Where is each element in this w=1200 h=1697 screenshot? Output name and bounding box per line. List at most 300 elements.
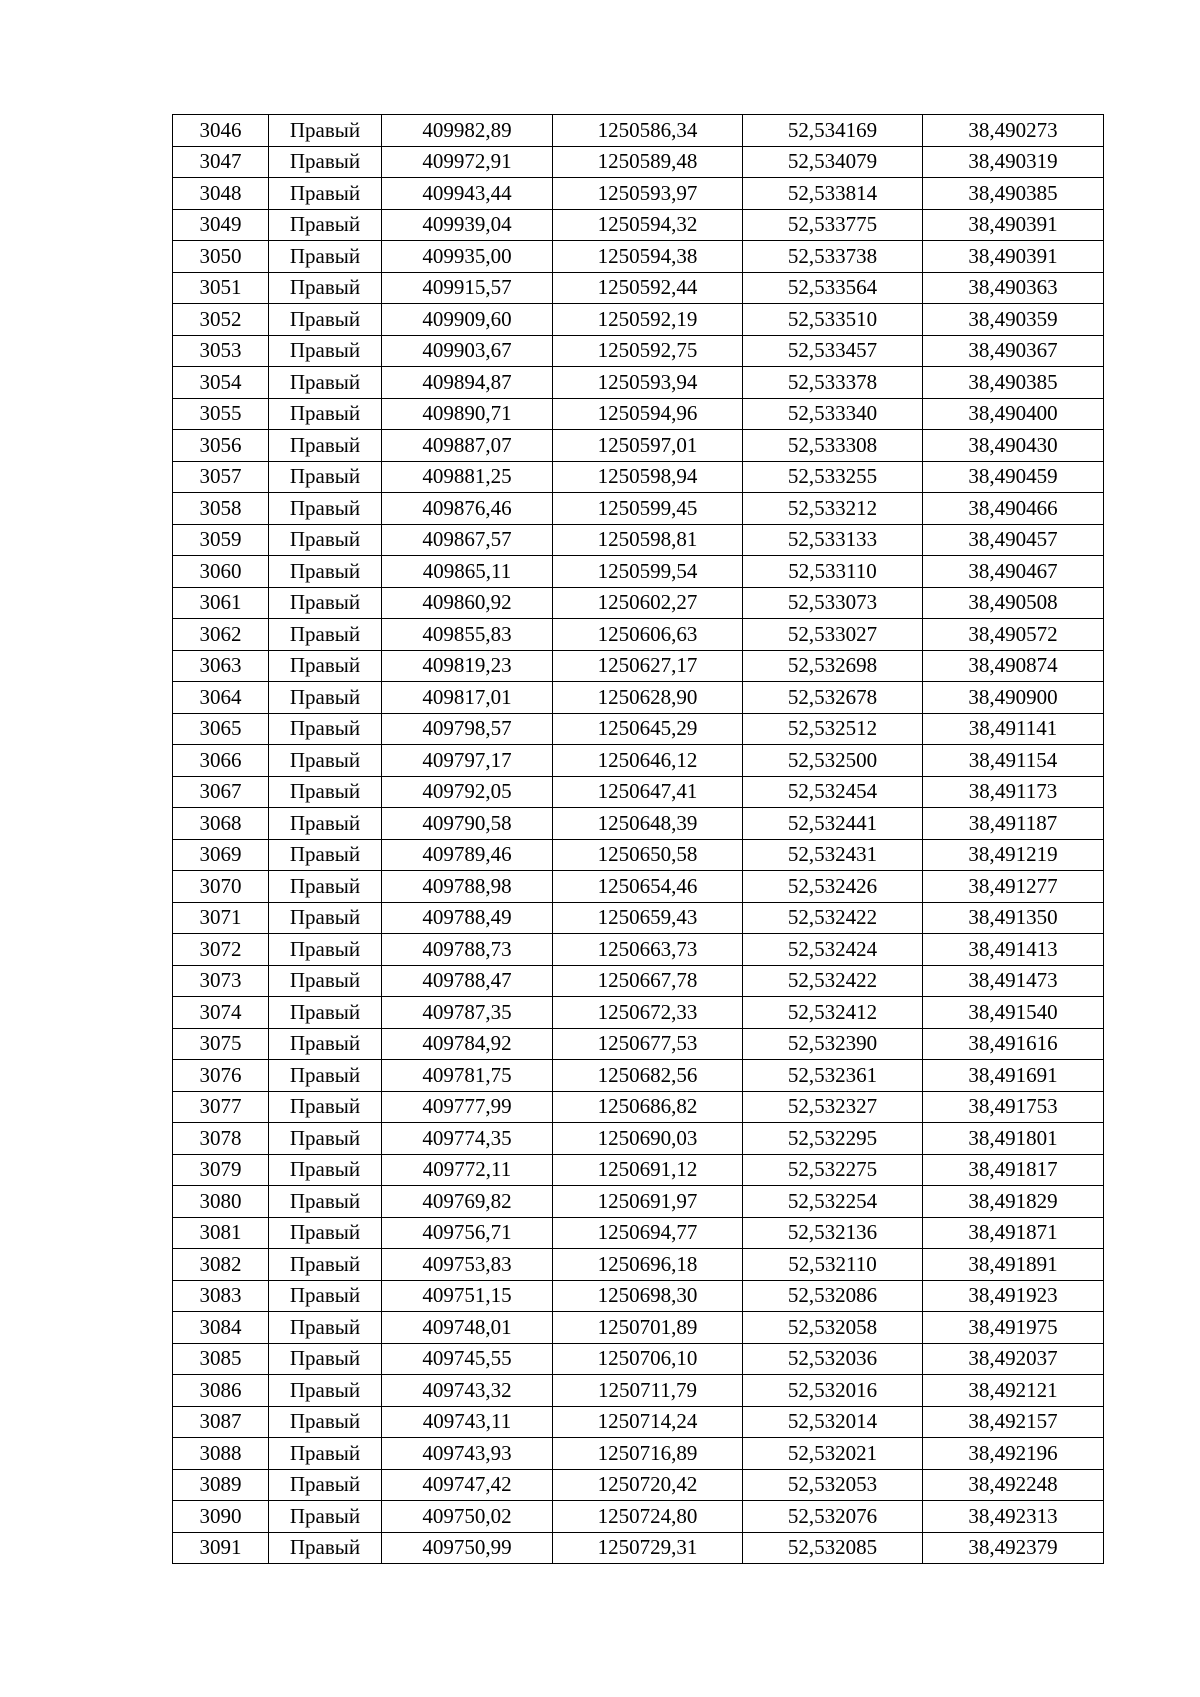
latitude-cell: 52,533255 [743, 461, 923, 493]
longitude-cell: 38,491277 [923, 871, 1104, 903]
latitude-cell: 52,532016 [743, 1375, 923, 1407]
latitude-cell: 52,532254 [743, 1186, 923, 1218]
latitude-cell: 52,533340 [743, 398, 923, 430]
x-coordinate-cell: 409745,55 [382, 1343, 553, 1375]
y-coordinate-cell: 1250606,63 [553, 619, 743, 651]
side-cell: Правый [269, 335, 382, 367]
point-number-cell: 3055 [173, 398, 269, 430]
longitude-cell: 38,491540 [923, 997, 1104, 1029]
table-row [173, 902, 1104, 934]
x-coordinate-cell: 409909,60 [382, 304, 553, 336]
longitude-cell: 38,491173 [923, 776, 1104, 808]
x-coordinate-cell: 409747,42 [382, 1469, 553, 1501]
side-cell: Правый [269, 682, 382, 714]
x-coordinate-cell: 409798,57 [382, 713, 553, 745]
point-number-cell: 3061 [173, 587, 269, 619]
longitude-cell: 38,490508 [923, 587, 1104, 619]
latitude-cell: 52,533110 [743, 556, 923, 588]
table-row [173, 1249, 1104, 1281]
x-coordinate-cell: 409860,92 [382, 587, 553, 619]
latitude-cell: 52,532275 [743, 1154, 923, 1186]
point-number-cell: 3064 [173, 682, 269, 714]
latitude-cell: 52,532424 [743, 934, 923, 966]
x-coordinate-cell: 409876,46 [382, 493, 553, 525]
side-cell: Правый [269, 1532, 382, 1564]
table-row [173, 1217, 1104, 1249]
x-coordinate-cell: 409743,11 [382, 1406, 553, 1438]
latitude-cell: 52,534169 [743, 115, 923, 147]
latitude-cell: 52,532422 [743, 965, 923, 997]
x-coordinate-cell: 409982,89 [382, 115, 553, 147]
table-row [173, 839, 1104, 871]
table-row [173, 1060, 1104, 1092]
longitude-cell: 38,491219 [923, 839, 1104, 871]
point-number-cell: 3057 [173, 461, 269, 493]
table-row [173, 493, 1104, 525]
longitude-cell: 38,491141 [923, 713, 1104, 745]
longitude-cell: 38,490874 [923, 650, 1104, 682]
x-coordinate-cell: 409748,01 [382, 1312, 553, 1344]
point-number-cell: 3065 [173, 713, 269, 745]
longitude-cell: 38,490900 [923, 682, 1104, 714]
table-row [173, 556, 1104, 588]
x-coordinate-cell: 409788,98 [382, 871, 553, 903]
table-row [173, 1028, 1104, 1060]
table-row [173, 367, 1104, 399]
y-coordinate-cell: 1250594,32 [553, 209, 743, 241]
y-coordinate-cell: 1250593,94 [553, 367, 743, 399]
side-cell: Правый [269, 1060, 382, 1092]
latitude-cell: 52,533457 [743, 335, 923, 367]
x-coordinate-cell: 409750,99 [382, 1532, 553, 1564]
point-number-cell: 3090 [173, 1501, 269, 1533]
y-coordinate-cell: 1250647,41 [553, 776, 743, 808]
longitude-cell: 38,490400 [923, 398, 1104, 430]
point-number-cell: 3062 [173, 619, 269, 651]
longitude-cell: 38,491616 [923, 1028, 1104, 1060]
longitude-cell: 38,492196 [923, 1438, 1104, 1470]
side-cell: Правый [269, 367, 382, 399]
side-cell: Правый [269, 1028, 382, 1060]
side-cell: Правый [269, 304, 382, 336]
table-row [173, 745, 1104, 777]
latitude-cell: 52,532412 [743, 997, 923, 1029]
x-coordinate-cell: 409887,07 [382, 430, 553, 462]
latitude-cell: 52,532327 [743, 1091, 923, 1123]
table-row [173, 1375, 1104, 1407]
latitude-cell: 52,532361 [743, 1060, 923, 1092]
longitude-cell: 38,490385 [923, 367, 1104, 399]
y-coordinate-cell: 1250690,03 [553, 1123, 743, 1155]
point-number-cell: 3085 [173, 1343, 269, 1375]
x-coordinate-cell: 409890,71 [382, 398, 553, 430]
side-cell: Правый [269, 146, 382, 178]
latitude-cell: 52,533738 [743, 241, 923, 273]
x-coordinate-cell: 409788,73 [382, 934, 553, 966]
table-row [173, 178, 1104, 210]
x-coordinate-cell: 409903,67 [382, 335, 553, 367]
table-row [173, 682, 1104, 714]
point-number-cell: 3048 [173, 178, 269, 210]
latitude-cell: 52,532021 [743, 1438, 923, 1470]
table-row [173, 997, 1104, 1029]
x-coordinate-cell: 409915,57 [382, 272, 553, 304]
table-row [173, 619, 1104, 651]
side-cell: Правый [269, 461, 382, 493]
point-number-cell: 3082 [173, 1249, 269, 1281]
y-coordinate-cell: 1250691,12 [553, 1154, 743, 1186]
latitude-cell: 52,532036 [743, 1343, 923, 1375]
latitude-cell: 52,533814 [743, 178, 923, 210]
point-number-cell: 3059 [173, 524, 269, 556]
table-row [173, 1123, 1104, 1155]
point-number-cell: 3073 [173, 965, 269, 997]
point-number-cell: 3058 [173, 493, 269, 525]
y-coordinate-cell: 1250682,56 [553, 1060, 743, 1092]
side-cell: Правый [269, 1375, 382, 1407]
x-coordinate-cell: 409790,58 [382, 808, 553, 840]
side-cell: Правый [269, 1501, 382, 1533]
y-coordinate-cell: 1250691,97 [553, 1186, 743, 1218]
longitude-cell: 38,490466 [923, 493, 1104, 525]
x-coordinate-cell: 409753,83 [382, 1249, 553, 1281]
point-number-cell: 3072 [173, 934, 269, 966]
y-coordinate-cell: 1250594,38 [553, 241, 743, 273]
y-coordinate-cell: 1250598,94 [553, 461, 743, 493]
longitude-cell: 38,490457 [923, 524, 1104, 556]
longitude-cell: 38,490367 [923, 335, 1104, 367]
longitude-cell: 38,490359 [923, 304, 1104, 336]
y-coordinate-cell: 1250714,24 [553, 1406, 743, 1438]
table-row [173, 1186, 1104, 1218]
longitude-cell: 38,492379 [923, 1532, 1104, 1564]
x-coordinate-cell: 409867,57 [382, 524, 553, 556]
point-number-cell: 3068 [173, 808, 269, 840]
longitude-cell: 38,491154 [923, 745, 1104, 777]
table-row [173, 808, 1104, 840]
y-coordinate-cell: 1250667,78 [553, 965, 743, 997]
y-coordinate-cell: 1250599,45 [553, 493, 743, 525]
longitude-cell: 38,491891 [923, 1249, 1104, 1281]
y-coordinate-cell: 1250646,12 [553, 745, 743, 777]
y-coordinate-cell: 1250592,75 [553, 335, 743, 367]
y-coordinate-cell: 1250706,10 [553, 1343, 743, 1375]
x-coordinate-cell: 409935,00 [382, 241, 553, 273]
point-number-cell: 3077 [173, 1091, 269, 1123]
x-coordinate-cell: 409788,47 [382, 965, 553, 997]
side-cell: Правый [269, 1406, 382, 1438]
x-coordinate-cell: 409788,49 [382, 902, 553, 934]
latitude-cell: 52,532698 [743, 650, 923, 682]
x-coordinate-cell: 409774,35 [382, 1123, 553, 1155]
longitude-cell: 38,492248 [923, 1469, 1104, 1501]
longitude-cell: 38,491975 [923, 1312, 1104, 1344]
latitude-cell: 52,532422 [743, 902, 923, 934]
table-row [173, 272, 1104, 304]
y-coordinate-cell: 1250729,31 [553, 1532, 743, 1564]
side-cell: Правый [269, 745, 382, 777]
side-cell: Правый [269, 1186, 382, 1218]
side-cell: Правый [269, 1123, 382, 1155]
point-number-cell: 3083 [173, 1280, 269, 1312]
latitude-cell: 52,533510 [743, 304, 923, 336]
point-number-cell: 3091 [173, 1532, 269, 1564]
table-row [173, 1280, 1104, 1312]
side-cell: Правый [269, 272, 382, 304]
side-cell: Правый [269, 619, 382, 651]
side-cell: Правый [269, 808, 382, 840]
longitude-cell: 38,492157 [923, 1406, 1104, 1438]
longitude-cell: 38,491923 [923, 1280, 1104, 1312]
side-cell: Правый [269, 902, 382, 934]
y-coordinate-cell: 1250659,43 [553, 902, 743, 934]
x-coordinate-cell: 409939,04 [382, 209, 553, 241]
table-row [173, 1154, 1104, 1186]
longitude-cell: 38,491350 [923, 902, 1104, 934]
y-coordinate-cell: 1250672,33 [553, 997, 743, 1029]
point-number-cell: 3051 [173, 272, 269, 304]
latitude-cell: 52,533027 [743, 619, 923, 651]
side-cell: Правый [269, 1343, 382, 1375]
x-coordinate-cell: 409789,46 [382, 839, 553, 871]
table-row [173, 398, 1104, 430]
table-row [173, 461, 1104, 493]
longitude-cell: 38,490430 [923, 430, 1104, 462]
y-coordinate-cell: 1250711,79 [553, 1375, 743, 1407]
latitude-cell: 52,532390 [743, 1028, 923, 1060]
point-number-cell: 3052 [173, 304, 269, 336]
side-cell: Правый [269, 524, 382, 556]
point-number-cell: 3084 [173, 1312, 269, 1344]
y-coordinate-cell: 1250694,77 [553, 1217, 743, 1249]
x-coordinate-cell: 409943,44 [382, 178, 553, 210]
table-row [173, 1091, 1104, 1123]
x-coordinate-cell: 409784,92 [382, 1028, 553, 1060]
table-row [173, 713, 1104, 745]
y-coordinate-cell: 1250593,97 [553, 178, 743, 210]
y-coordinate-cell: 1250686,82 [553, 1091, 743, 1123]
point-number-cell: 3069 [173, 839, 269, 871]
table-row [173, 871, 1104, 903]
x-coordinate-cell: 409881,25 [382, 461, 553, 493]
point-number-cell: 3076 [173, 1060, 269, 1092]
longitude-cell: 38,490391 [923, 209, 1104, 241]
x-coordinate-cell: 409772,11 [382, 1154, 553, 1186]
point-number-cell: 3071 [173, 902, 269, 934]
point-number-cell: 3081 [173, 1217, 269, 1249]
latitude-cell: 52,532086 [743, 1280, 923, 1312]
x-coordinate-cell: 409819,23 [382, 650, 553, 682]
point-number-cell: 3050 [173, 241, 269, 273]
table-row [173, 1406, 1104, 1438]
y-coordinate-cell: 1250724,80 [553, 1501, 743, 1533]
point-number-cell: 3060 [173, 556, 269, 588]
y-coordinate-cell: 1250696,18 [553, 1249, 743, 1281]
latitude-cell: 52,533212 [743, 493, 923, 525]
latitude-cell: 52,532426 [743, 871, 923, 903]
side-cell: Правый [269, 430, 382, 462]
y-coordinate-cell: 1250592,44 [553, 272, 743, 304]
side-cell: Правый [269, 178, 382, 210]
x-coordinate-cell: 409855,83 [382, 619, 553, 651]
latitude-cell: 52,532512 [743, 713, 923, 745]
side-cell: Правый [269, 115, 382, 147]
latitude-cell: 52,532441 [743, 808, 923, 840]
longitude-cell: 38,491473 [923, 965, 1104, 997]
longitude-cell: 38,490363 [923, 272, 1104, 304]
point-number-cell: 3088 [173, 1438, 269, 1470]
point-number-cell: 3067 [173, 776, 269, 808]
longitude-cell: 38,490459 [923, 461, 1104, 493]
longitude-cell: 38,490273 [923, 115, 1104, 147]
table-row [173, 1438, 1104, 1470]
table-row [173, 776, 1104, 808]
side-cell: Правый [269, 776, 382, 808]
longitude-cell: 38,491829 [923, 1186, 1104, 1218]
point-number-cell: 3074 [173, 997, 269, 1029]
longitude-cell: 38,491753 [923, 1091, 1104, 1123]
side-cell: Правый [269, 1312, 382, 1344]
table-row [173, 965, 1104, 997]
longitude-cell: 38,490385 [923, 178, 1104, 210]
point-number-cell: 3089 [173, 1469, 269, 1501]
table-row [173, 335, 1104, 367]
point-number-cell: 3049 [173, 209, 269, 241]
side-cell: Правый [269, 398, 382, 430]
table-row [173, 115, 1104, 147]
latitude-cell: 52,534079 [743, 146, 923, 178]
point-number-cell: 3080 [173, 1186, 269, 1218]
point-number-cell: 3079 [173, 1154, 269, 1186]
side-cell: Правый [269, 209, 382, 241]
y-coordinate-cell: 1250720,42 [553, 1469, 743, 1501]
latitude-cell: 52,533378 [743, 367, 923, 399]
table-row [173, 304, 1104, 336]
table-row [173, 430, 1104, 462]
table-row [173, 1501, 1104, 1533]
side-cell: Правый [269, 713, 382, 745]
latitude-cell: 52,532053 [743, 1469, 923, 1501]
latitude-cell: 52,532136 [743, 1217, 923, 1249]
y-coordinate-cell: 1250701,89 [553, 1312, 743, 1344]
table-row [173, 1532, 1104, 1564]
longitude-cell: 38,490319 [923, 146, 1104, 178]
latitude-cell: 52,532014 [743, 1406, 923, 1438]
y-coordinate-cell: 1250645,29 [553, 713, 743, 745]
table-row [173, 934, 1104, 966]
y-coordinate-cell: 1250716,89 [553, 1438, 743, 1470]
latitude-cell: 52,532295 [743, 1123, 923, 1155]
x-coordinate-cell: 409817,01 [382, 682, 553, 714]
x-coordinate-cell: 409797,17 [382, 745, 553, 777]
y-coordinate-cell: 1250648,39 [553, 808, 743, 840]
longitude-cell: 38,491871 [923, 1217, 1104, 1249]
side-cell: Правый [269, 871, 382, 903]
point-number-cell: 3046 [173, 115, 269, 147]
table-row [173, 1469, 1104, 1501]
side-cell: Правый [269, 241, 382, 273]
y-coordinate-cell: 1250628,90 [553, 682, 743, 714]
latitude-cell: 52,533133 [743, 524, 923, 556]
x-coordinate-cell: 409781,75 [382, 1060, 553, 1092]
y-coordinate-cell: 1250698,30 [553, 1280, 743, 1312]
side-cell: Правый [269, 493, 382, 525]
x-coordinate-cell: 409787,35 [382, 997, 553, 1029]
side-cell: Правый [269, 839, 382, 871]
side-cell: Правый [269, 587, 382, 619]
side-cell: Правый [269, 1280, 382, 1312]
longitude-cell: 38,491801 [923, 1123, 1104, 1155]
point-number-cell: 3075 [173, 1028, 269, 1060]
point-number-cell: 3078 [173, 1123, 269, 1155]
point-number-cell: 3087 [173, 1406, 269, 1438]
side-cell: Правый [269, 965, 382, 997]
coordinates-table-body [173, 115, 1104, 1564]
side-cell: Правый [269, 997, 382, 1029]
longitude-cell: 38,491817 [923, 1154, 1104, 1186]
longitude-cell: 38,491413 [923, 934, 1104, 966]
x-coordinate-cell: 409769,82 [382, 1186, 553, 1218]
y-coordinate-cell: 1250594,96 [553, 398, 743, 430]
point-number-cell: 3066 [173, 745, 269, 777]
table-row [173, 1312, 1104, 1344]
latitude-cell: 52,532431 [743, 839, 923, 871]
side-cell: Правый [269, 650, 382, 682]
latitude-cell: 52,533564 [743, 272, 923, 304]
latitude-cell: 52,532085 [743, 1532, 923, 1564]
latitude-cell: 52,533775 [743, 209, 923, 241]
x-coordinate-cell: 409756,71 [382, 1217, 553, 1249]
table-row [173, 650, 1104, 682]
table-row [173, 209, 1104, 241]
point-number-cell: 3086 [173, 1375, 269, 1407]
x-coordinate-cell: 409777,99 [382, 1091, 553, 1123]
side-cell: Правый [269, 1469, 382, 1501]
y-coordinate-cell: 1250654,46 [553, 871, 743, 903]
table-row [173, 524, 1104, 556]
table-row [173, 146, 1104, 178]
point-number-cell: 3070 [173, 871, 269, 903]
longitude-cell: 38,490391 [923, 241, 1104, 273]
x-coordinate-cell: 409972,91 [382, 146, 553, 178]
latitude-cell: 52,532454 [743, 776, 923, 808]
y-coordinate-cell: 1250589,48 [553, 146, 743, 178]
side-cell: Правый [269, 1091, 382, 1123]
y-coordinate-cell: 1250586,34 [553, 115, 743, 147]
longitude-cell: 38,490467 [923, 556, 1104, 588]
coordinates-table [172, 114, 1104, 1564]
table-row [173, 587, 1104, 619]
x-coordinate-cell: 409751,15 [382, 1280, 553, 1312]
side-cell: Правый [269, 556, 382, 588]
side-cell: Правый [269, 1249, 382, 1281]
x-coordinate-cell: 409894,87 [382, 367, 553, 399]
y-coordinate-cell: 1250650,58 [553, 839, 743, 871]
latitude-cell: 52,533308 [743, 430, 923, 462]
point-number-cell: 3054 [173, 367, 269, 399]
latitude-cell: 52,532110 [743, 1249, 923, 1281]
latitude-cell: 52,532500 [743, 745, 923, 777]
side-cell: Правый [269, 1154, 382, 1186]
side-cell: Правый [269, 934, 382, 966]
x-coordinate-cell: 409743,32 [382, 1375, 553, 1407]
latitude-cell: 52,532678 [743, 682, 923, 714]
y-coordinate-cell: 1250598,81 [553, 524, 743, 556]
latitude-cell: 52,532076 [743, 1501, 923, 1533]
y-coordinate-cell: 1250602,27 [553, 587, 743, 619]
latitude-cell: 52,533073 [743, 587, 923, 619]
x-coordinate-cell: 409750,02 [382, 1501, 553, 1533]
